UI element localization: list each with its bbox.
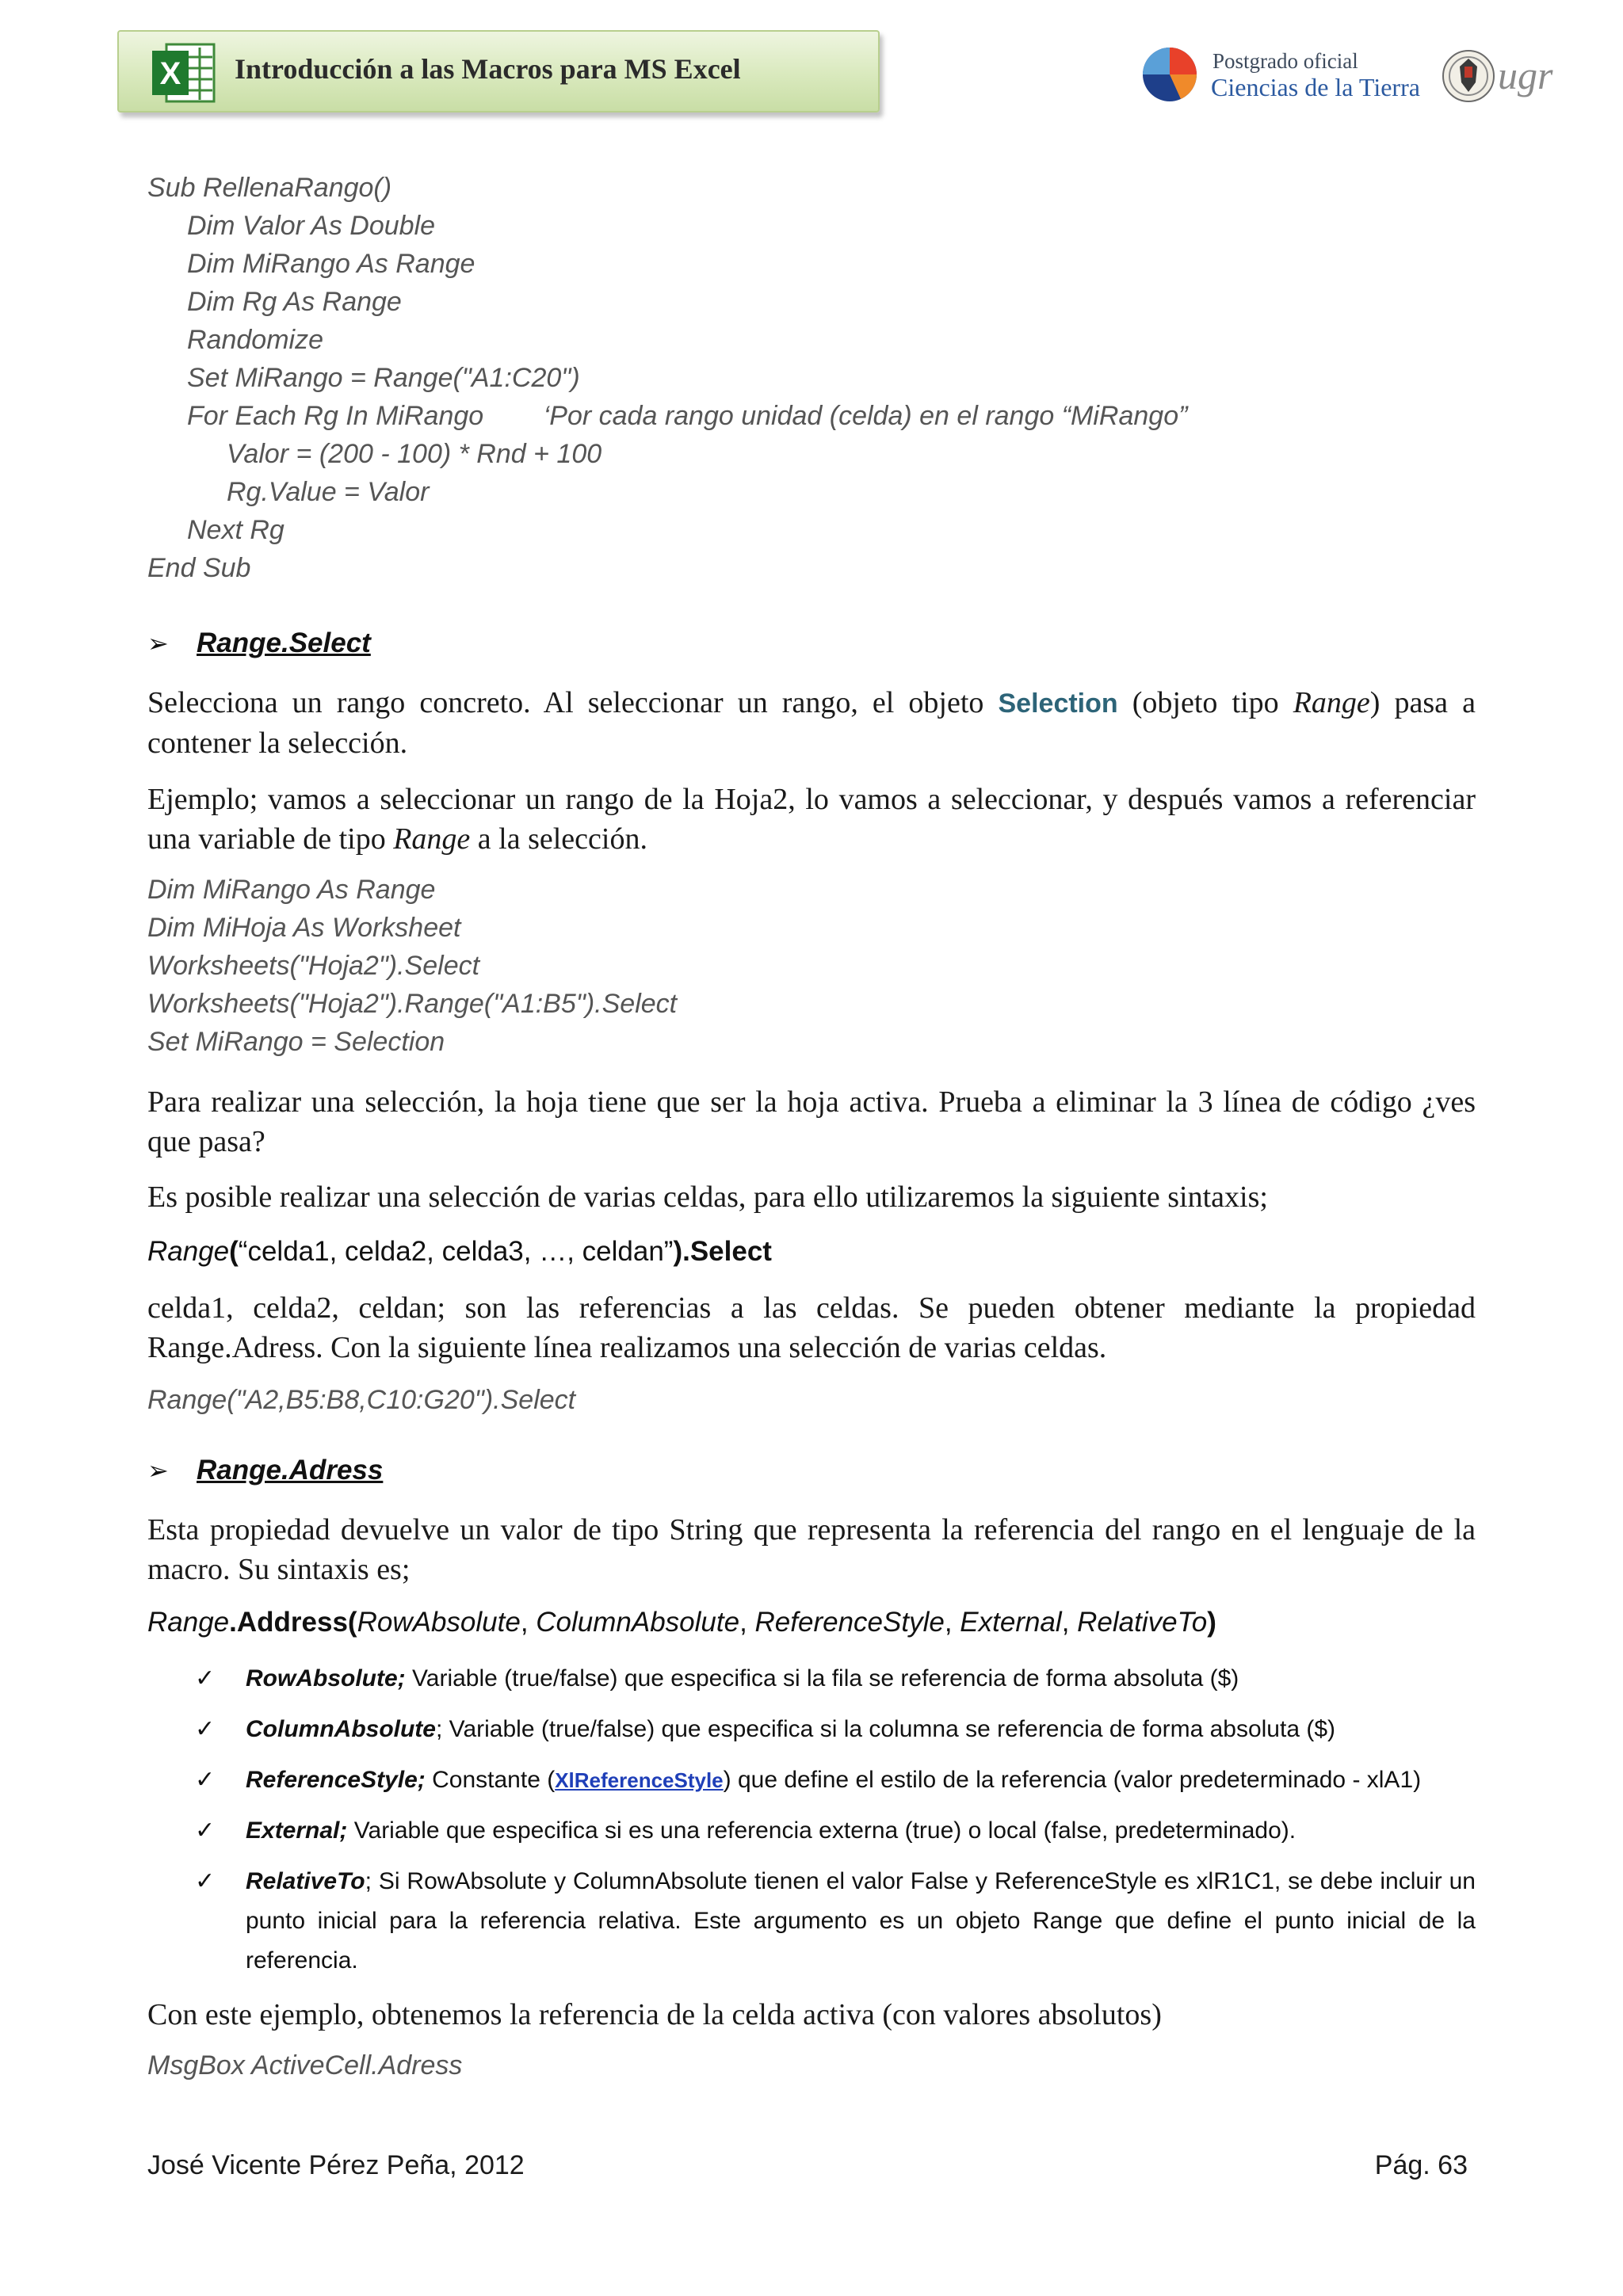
code-line: Dim MiHoja As Worksheet xyxy=(147,913,461,943)
list-item: ✓ ReferenceStyle; Constante (XlReferenceStyle) que define el estilo de la referencia (valor predeterminado - xlA1) xyxy=(195,1760,1476,1800)
university-crest-icon xyxy=(1441,46,1496,106)
ugr-label: ugr xyxy=(1498,53,1553,97)
code-line: Valor = (200 - 100) * Rnd + 100 xyxy=(227,439,602,469)
check-icon: ✓ xyxy=(195,1766,216,1794)
list-item: ✓ External; Variable que especifica si es una referencia externa (true) o local (false, predeterminado). xyxy=(195,1811,1476,1851)
check-icon: ✓ xyxy=(195,1715,216,1743)
paragraph-select-example: Ejemplo; vamos a seleccionar un rango de la Hoja2, lo vamos a seleccionar, y después vamos a referenciar una variable de tipo Range a la selección. xyxy=(147,783,1476,856)
code-line: Dim MiRango As Range xyxy=(187,249,475,279)
paragraph-multi-select: Es posible realizar una selección de varias celdas, para ello utilizaremos la siguiente sintaxis; xyxy=(147,1180,1268,1214)
check-icon: ✓ xyxy=(195,1817,216,1844)
document-title: Introducción a las Macros para MS Excel xyxy=(235,53,741,85)
code-line: Range("A2,B5:B8,C10:G20").Select xyxy=(147,1385,576,1415)
code-line: Dim MiRango As Range xyxy=(147,875,436,905)
code-block-select xyxy=(147,875,677,1065)
paragraph-cell-references: celda1, celda2, celdan; son las referencias a las celdas. Se pueden obtener mediante la propiedad Range.Adress. Con la siguiente línea realizamos una selección de varias celdas. xyxy=(147,1291,1476,1364)
code-line: Set MiRango = Selection xyxy=(147,1027,445,1057)
heading-text: Range.Select xyxy=(197,627,371,658)
svg-text:X: X xyxy=(159,56,181,91)
code-line: MsgBox ActiveCell.Adress xyxy=(147,2050,463,2081)
excel-logo-icon xyxy=(151,36,217,106)
paragraph-active-cell-example: Con este ejemplo, obtenemos la referencia de la celda activa (con valores absolutos) xyxy=(147,1998,1162,2031)
list-item: ✓ RowAbsolute; Variable (true/false) que especifica si la fila se referencia de forma absoluta ($) xyxy=(195,1659,1476,1699)
arrow-bullet-icon: ➢ xyxy=(147,1455,169,1486)
code-line: End Sub xyxy=(147,553,251,583)
code-line: Randomize xyxy=(187,325,323,355)
paragraph-select-description: Selecciona un rango concreto. Al seleccionar un rango, el objeto Selection (objeto tipo Range) pasa a contener la selección. xyxy=(147,686,1476,760)
list-item: ✓ RelativeTo; Si RowAbsolute y ColumnAbsolute tienen el valor False y ReferenceStyle es xlR1C1, se debe incluir un punto inicial para la referencia relativa. Este argumento es un objeto Range que define el punto inicial de la referencia. xyxy=(195,1862,1476,1981)
code-block-msgbox xyxy=(147,2050,462,2088)
code-line: Next Rg xyxy=(187,515,285,545)
check-icon: ✓ xyxy=(195,1867,216,1895)
check-icon: ✓ xyxy=(195,1665,216,1692)
section-heading-range-select xyxy=(147,627,371,659)
header-banner xyxy=(117,30,880,113)
code-line: Rg.Value = Valor xyxy=(227,477,430,507)
postgrado-label: Postgrado oficial xyxy=(1212,49,1358,73)
arrow-bullet-icon: ➢ xyxy=(147,628,169,658)
code-line: Worksheets("Hoja2").Range("A1:B5").Select xyxy=(147,989,678,1019)
heading-text: Range.Adress xyxy=(197,1455,384,1486)
code-line: Dim Valor As Double xyxy=(187,211,436,241)
ciencias-label: Ciencias de la Tierra xyxy=(1211,73,1420,101)
list-item: ✓ ColumnAbsolute; Variable (true/false) que especifica si la columna se referencia de forma absoluta ($) xyxy=(195,1710,1476,1749)
code-block-select-multi xyxy=(147,1385,575,1423)
selection-keyword: Selection xyxy=(998,688,1118,719)
paragraph-active-sheet: Para realizar una selección, la hoja tiene que ser la hoja activa. Prueba a eliminar la 3 línea de código ¿ves que pasa? xyxy=(147,1085,1476,1158)
code-line: Set MiRango = Range("A1:C20") xyxy=(187,363,580,393)
code-line: Worksheets("Hoja2").Select xyxy=(147,951,480,981)
xlreferencestyle-link[interactable]: XlReferenceStyle xyxy=(555,1768,724,1792)
footer-page-number: Pág. 63 xyxy=(1374,2150,1468,2180)
code-line: Dim Rg As Range xyxy=(187,287,402,317)
section-heading-range-adress xyxy=(147,1455,383,1486)
code-line: For Each Rg In MiRango ‘Por cada rango unidad (celda) en el rango “MiRango” xyxy=(187,401,1188,431)
paragraph-adress-description: Esta propiedad devuelve un valor de tipo String que representa la referencia del rango en el lenguaje de la macro. Su sintaxis es; xyxy=(147,1513,1476,1586)
postgrado-logo-icon xyxy=(1141,46,1198,103)
code-line: Sub RellenaRango() xyxy=(147,173,392,203)
code-block-rellena-rango xyxy=(147,173,1187,591)
footer-author: José Vicente Pérez Peña, 2012 xyxy=(147,2150,525,2180)
syntax-range-select: Range(“celda1, celda2, celda3, …, celdan”).Select xyxy=(147,1236,772,1267)
syntax-range-address: Range.Address(RowAbsolute, ColumnAbsolute, ReferenceStyle, External, RelativeTo) xyxy=(147,1607,1216,1638)
